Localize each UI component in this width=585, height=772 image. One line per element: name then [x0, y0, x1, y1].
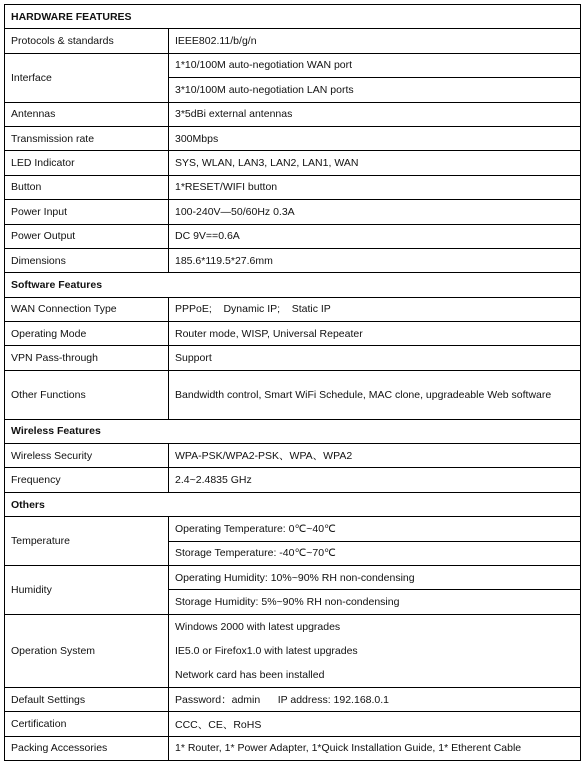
- spec-label-humidity: Humidity: [5, 566, 169, 615]
- spec-row-vpn: [5, 346, 581, 370]
- spec-value-power-input: 100-240V—50/60Hz 0.3A: [169, 200, 581, 224]
- spec-row-defaults: [5, 687, 581, 711]
- spec-label-power-output: Power Output: [5, 224, 169, 248]
- spec-value-interface-lan: 3*10/100M auto-negotiation LAN ports: [169, 78, 581, 102]
- spec-value-temperature-storage: Storage Temperature: -40℃~70℃: [169, 541, 581, 565]
- spec-row-protocols: [5, 29, 581, 53]
- spec-value-defaults: Password：admin IP address: 192.168.0.1: [169, 687, 581, 711]
- spec-value-certification: CCC、CE、RoHS: [169, 712, 581, 736]
- spec-value-os-browser: IE5.0 or Firefox1.0 with latest upgrades: [169, 639, 581, 663]
- spec-value-dimensions: 185.6*119.5*27.6mm: [169, 248, 581, 272]
- spec-row-dimensions: [5, 248, 581, 272]
- spec-label-temperature: Temperature: [5, 517, 169, 566]
- spec-value-button: 1*RESET/WIFI button: [169, 175, 581, 199]
- spec-value-os-network: Network card has been installed: [169, 663, 581, 687]
- section-row-hardware: [5, 5, 581, 29]
- spec-label-transmission: Transmission rate: [5, 126, 169, 150]
- spec-value-packing: 1* Router, 1* Power Adapter, 1*Quick Installation Guide, 1* Etherent Cable: [169, 736, 581, 760]
- spec-row-certification: [5, 712, 581, 736]
- spec-row-button: [5, 175, 581, 199]
- spec-label-protocols: Protocols & standards: [5, 29, 169, 53]
- spec-value-wireless-security: WPA-PSK/WPA2-PSK、WPA、WPA2: [169, 444, 581, 468]
- spec-row-frequency: [5, 468, 581, 492]
- section-title-software: Software Features: [5, 273, 581, 297]
- spec-value-op-mode: Router mode, WISP, Universal Repeater: [169, 322, 581, 346]
- spec-label-other-functions: Other Functions: [5, 370, 169, 419]
- spec-label-wireless-security: Wireless Security: [5, 444, 169, 468]
- spec-label-power-input: Power Input: [5, 200, 169, 224]
- spec-row-humidity: [5, 566, 581, 590]
- spec-label-wan-type: WAN Connection Type: [5, 297, 169, 321]
- spec-value-humidity-operating: Operating Humidity: 10%~90% RH non-condensing: [169, 566, 581, 590]
- spec-label-certification: Certification: [5, 712, 169, 736]
- spec-row-wan-type: [5, 297, 581, 321]
- section-row-wireless: [5, 419, 581, 443]
- spec-row-packing: [5, 736, 581, 760]
- spec-label-packing: Packing Accessories: [5, 736, 169, 760]
- section-row-others: [5, 492, 581, 516]
- spec-value-led: SYS, WLAN, LAN3, LAN2, LAN1, WAN: [169, 151, 581, 175]
- spec-value-os-windows: Windows 2000 with latest upgrades: [169, 614, 581, 638]
- spec-row-led: [5, 151, 581, 175]
- spec-row-power-input: [5, 200, 581, 224]
- spec-value-transmission: 300Mbps: [169, 126, 581, 150]
- spec-value-vpn: Support: [169, 346, 581, 370]
- spec-label-os: Operation System: [5, 614, 169, 687]
- spec-table: [4, 4, 581, 761]
- spec-row-temperature: [5, 517, 581, 541]
- spec-label-antennas: Antennas: [5, 102, 169, 126]
- spec-value-frequency: 2.4~2.4835 GHz: [169, 468, 581, 492]
- spec-label-op-mode: Operating Mode: [5, 322, 169, 346]
- spec-value-antennas: 3*5dBi external antennas: [169, 102, 581, 126]
- spec-row-power-output: [5, 224, 581, 248]
- spec-value-wan-type: PPPoE; Dynamic IP; Static IP: [169, 297, 581, 321]
- spec-row-op-mode: [5, 322, 581, 346]
- spec-value-other-functions: Bandwidth control, Smart WiFi Schedule, MAC clone, upgradeable Web software: [169, 370, 581, 419]
- spec-value-interface-wan: 1*10/100M auto-negotiation WAN port: [169, 53, 581, 77]
- spec-label-button: Button: [5, 175, 169, 199]
- spec-row-os: [5, 614, 581, 638]
- spec-label-interface: Interface: [5, 53, 169, 102]
- section-title-hardware: HARDWARE FEATURES: [5, 5, 581, 29]
- spec-row-transmission: [5, 126, 581, 150]
- spec-label-frequency: Frequency: [5, 468, 169, 492]
- section-title-wireless: Wireless Features: [5, 419, 581, 443]
- section-title-others: Others: [5, 492, 581, 516]
- spec-row-other-functions: [5, 370, 581, 419]
- spec-row-interface: [5, 53, 581, 77]
- spec-value-power-output: DC 9V==0.6A: [169, 224, 581, 248]
- spec-value-protocols: IEEE802.11/b/g/n: [169, 29, 581, 53]
- spec-row-antennas: [5, 102, 581, 126]
- section-row-software: [5, 273, 581, 297]
- spec-label-vpn: VPN Pass-through: [5, 346, 169, 370]
- spec-label-defaults: Default Settings: [5, 687, 169, 711]
- spec-label-dimensions: Dimensions: [5, 248, 169, 272]
- spec-label-led: LED Indicator: [5, 151, 169, 175]
- spec-row-wireless-security: [5, 444, 581, 468]
- spec-value-humidity-storage: Storage Humidity: 5%~90% RH non-condensing: [169, 590, 581, 614]
- spec-value-temperature-operating: Operating Temperature: 0℃~40℃: [169, 517, 581, 541]
